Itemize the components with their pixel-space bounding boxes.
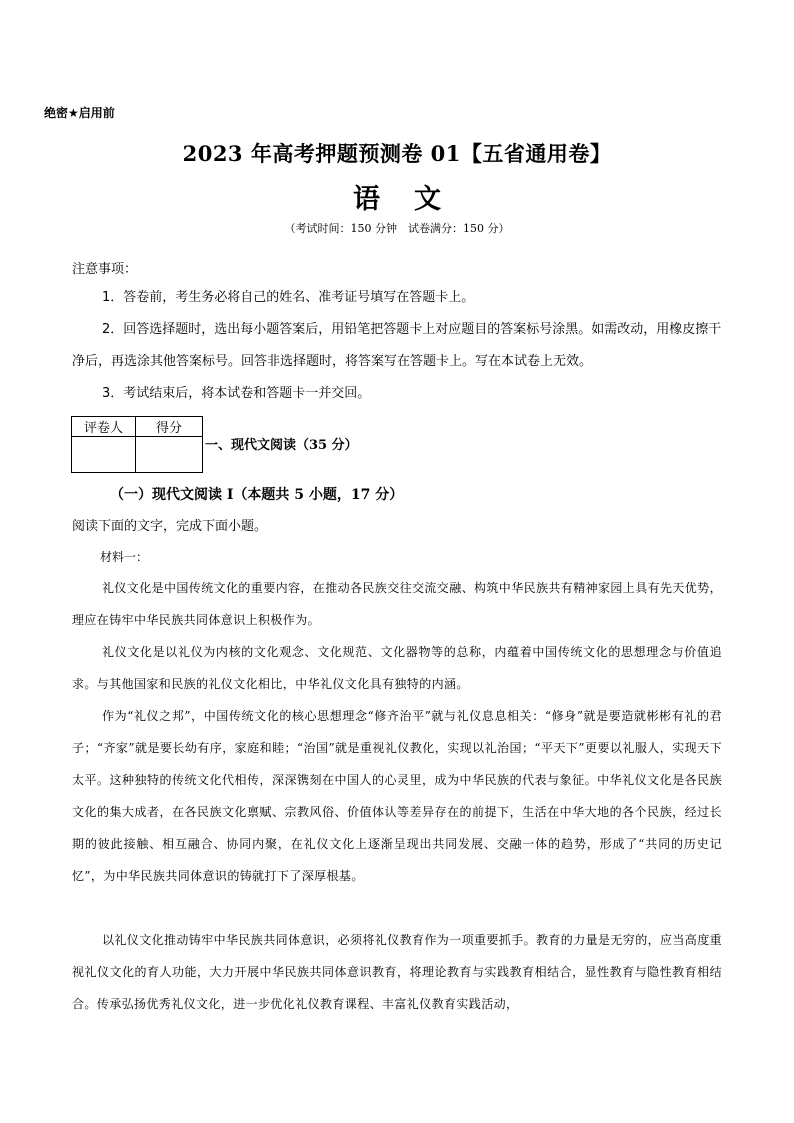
section-title: 一、现代文阅读（35 分） bbox=[205, 438, 358, 453]
exam-title: 2023 年高考押题预测卷 01【五省通用卷】 bbox=[182, 141, 612, 166]
paragraph-4: 以礼仪文化推动铸牢中华民族共同体意识，必须将礼仪教育作为一项重要抓手。教育的力量是无穷的，应当高度重视礼仪文化的育人功能，大力开展中华民族共同体意识教育，将理论教育与实践教育相结合，显性教育与隐性教育相结合。传承弘扬优秀礼仪文化，进一步优化礼仪教育课程、丰富礼仪教育实践活动， bbox=[72, 933, 723, 1011]
exam-info: （考试时间：150 分钟 试卷满分：150 分） bbox=[284, 222, 510, 235]
subject-title bbox=[0, 177, 794, 216]
subsection-title: （一）现代文阅读 I（本题共 5 小题，17 分） bbox=[110, 487, 404, 503]
reading-instruction: 阅读下面的文字，完成下面小题。 bbox=[72, 519, 268, 534]
note-item-1: 1．答卷前，考生务必将自己的姓名、准考证号填写在答题卡上。 bbox=[102, 290, 475, 305]
grader-cell bbox=[72, 437, 136, 473]
score-cell bbox=[136, 437, 203, 473]
score-table bbox=[71, 416, 203, 473]
paragraph-2: 礼仪文化是以礼仪为内核的文化观念、文化规范、文化器物等的总称，内蕴着中国传统文化的思想理念与价值追求。与其他国家和民族的礼仪文化相比，中华礼仪文化具有独特的内涵。 bbox=[72, 645, 722, 691]
subject-char-1: 语 bbox=[353, 184, 380, 215]
grader-label: 评卷人 bbox=[72, 417, 136, 437]
paragraph-1: 礼仪文化是中国传统文化的重要内容，在推动各民族交往交流交融、构筑中华民族共有精神家园上具有先天优势，理应在铸牢中华民族共同体意识上积极作为。 bbox=[72, 581, 723, 627]
subject-char-2: 文 bbox=[414, 184, 441, 215]
notes-heading: 注意事项： bbox=[72, 262, 138, 277]
note-item-3: 3．考试结束后，将本试卷和答题卡一并交回。 bbox=[102, 386, 371, 401]
score-label: 得分 bbox=[136, 417, 203, 437]
confidential-mark: 绝密★启用前 bbox=[44, 106, 115, 120]
material-label: 材料一： bbox=[100, 550, 149, 564]
paragraph-3: 作为“礼仪之邦”，中国传统文化的核心思想理念“修齐治平”就与礼仪息息相关：“修身”就是要造就彬彬有礼的君子；“齐家”就是要长幼有序，家庭和睦；“治国”就是重视礼仪教化，实现以礼治国；“平天下”更要以礼服人，实现天下太平。这种独特的传统文化代相传，深深镌刻在中国人的心灵里，成为中华民族的代表与象征。中华礼仪文化是各民族文化的集大成者，在各民族文化禀赋、宗教风俗、价值体认等差异存在的前提下，生活在中华大地的各个民族，经过长期的彼此接触、相互融合、协同内聚，在礼仪文化上逐渐呈现出共同发展、交融一体的趋势，形成了“共同的历史记忆”，为中华民族共同体意识的铸就打下了深厚根基。 bbox=[72, 709, 722, 883]
note-item-2: 2．回答选择题时，选出每小题答案后，用铅笔把答题卡上对应题目的答案标号涂黑。如需改动，用橡皮擦干净后，再选涂其他答案标号。回答非选择题时，将答案写在答题卡上。写在本试卷上无效。 bbox=[72, 322, 722, 369]
